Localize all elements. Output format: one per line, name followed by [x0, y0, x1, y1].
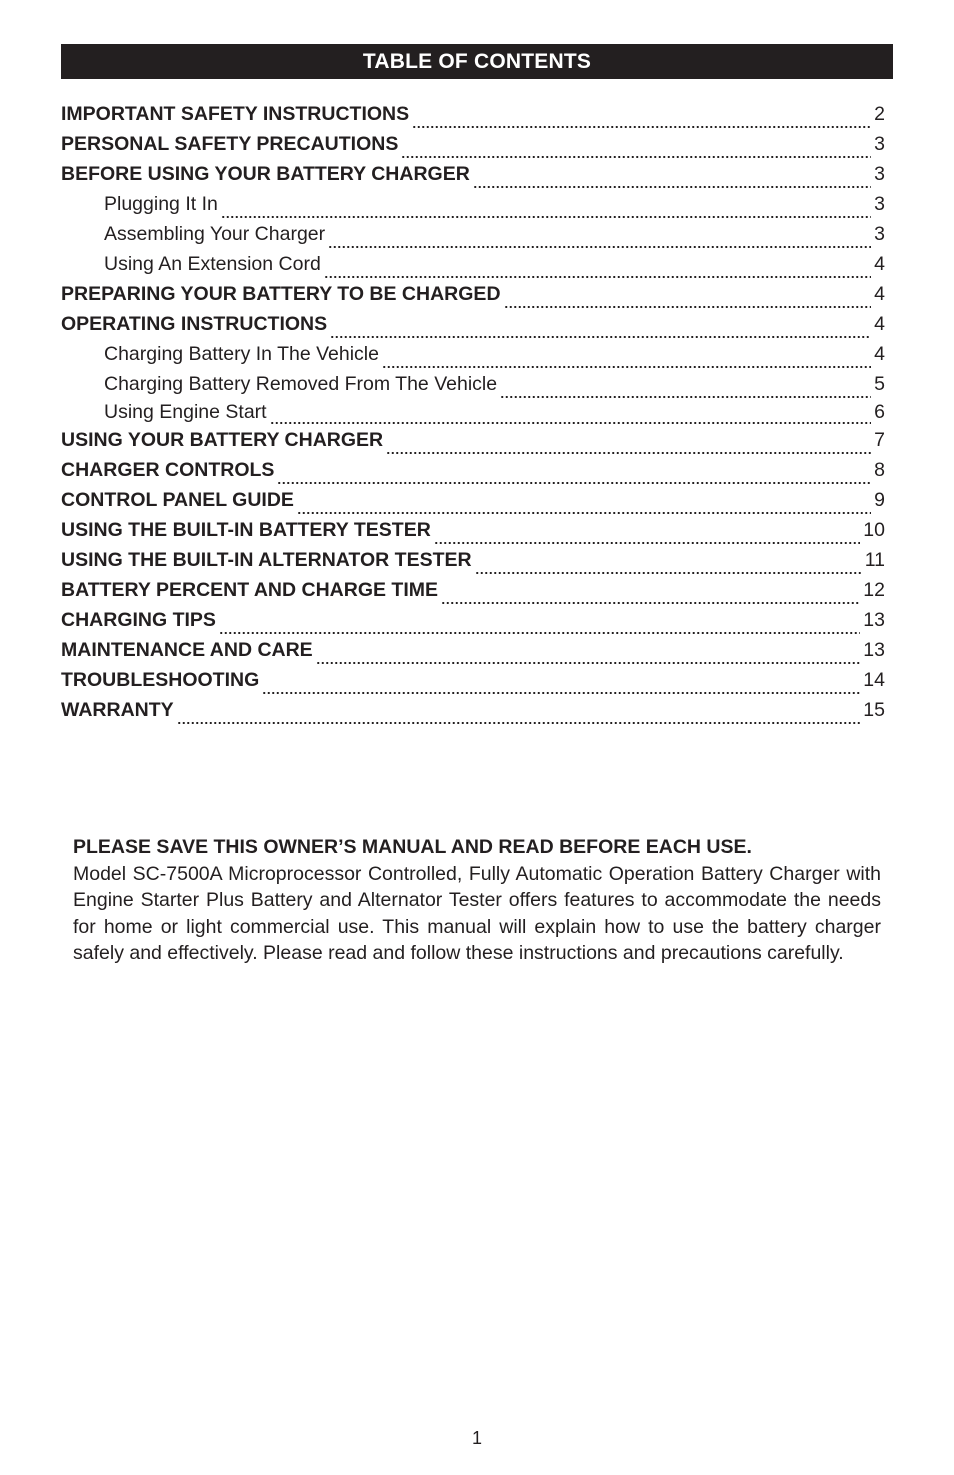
toc-entry[interactable]	[61, 159, 885, 189]
toc-entry[interactable]	[61, 635, 885, 665]
toc-entry-page: 9	[874, 488, 885, 511]
dot-leader	[297, 504, 871, 515]
notice-heading: PLEASE SAVE THIS OWNER’S MANUAL AND READ BEFORE EACH USE.	[73, 836, 752, 858]
toc-subentry[interactable]	[61, 339, 885, 369]
toc-entry-page: 13	[863, 638, 885, 661]
dot-leader	[221, 208, 871, 219]
toc-entry-label: OPERATING INSTRUCTIONS	[61, 312, 328, 335]
dot-leader	[412, 118, 871, 129]
dot-leader	[473, 178, 871, 189]
toc-entry-page: 3	[874, 132, 885, 155]
toc-entry[interactable]	[61, 695, 885, 725]
toc-entry-label: USING THE BUILT-IN ALTERNATOR TESTER	[61, 548, 472, 571]
dot-leader	[324, 268, 871, 279]
toc-entry-label: CHARGER CONTROLS	[61, 458, 275, 481]
owners-manual-notice	[73, 834, 881, 967]
dot-leader	[177, 714, 861, 725]
toc-subentry[interactable]	[61, 219, 885, 249]
toc-entry-label: PREPARING YOUR BATTERY TO BE CHARGED	[61, 282, 501, 305]
dot-leader	[382, 358, 871, 369]
dot-leader	[219, 624, 860, 635]
toc-entry-page: 13	[863, 608, 885, 631]
toc-entry-page: 3	[874, 192, 885, 215]
toc-entry-page: 10	[863, 518, 885, 541]
toc-entry[interactable]	[61, 515, 885, 545]
page-number: 1	[471, 1428, 482, 1448]
toc-title-bar	[61, 44, 893, 79]
toc-entry-label: CHARGING TIPS	[61, 608, 216, 631]
toc-entry-label: Assembling Your Charger	[104, 222, 326, 245]
toc-entry-label: Charging Battery Removed From The Vehicle	[104, 372, 498, 395]
toc-entry[interactable]	[61, 485, 885, 515]
dot-leader	[270, 414, 872, 425]
dot-leader	[277, 474, 871, 485]
toc-entry[interactable]	[61, 425, 885, 455]
toc-entry-page: 12	[863, 578, 885, 601]
toc-entry-label: BATTERY PERCENT AND CHARGE TIME	[61, 578, 439, 601]
toc-entry-page: 2	[874, 102, 885, 125]
toc-entry[interactable]	[61, 665, 885, 695]
toc-entry-page: 6	[874, 400, 885, 423]
toc-entry-label: BEFORE USING YOUR BATTERY CHARGER	[61, 162, 470, 185]
toc-entry-page: 3	[874, 222, 885, 245]
toc-entry-page: 15	[863, 698, 885, 721]
toc-subentry[interactable]	[61, 399, 885, 425]
toc-entry-label: USING THE BUILT-IN BATTERY TESTER	[61, 518, 431, 541]
toc-entry[interactable]	[61, 605, 885, 635]
toc-entry-page: 3	[874, 162, 885, 185]
toc-entry[interactable]	[61, 545, 885, 575]
toc-entry-label: PERSONAL SAFETY PRECAUTIONS	[61, 132, 399, 155]
toc-entry-label: TROUBLESHOOTING	[61, 668, 260, 691]
toc-entry-label: Plugging It In	[104, 192, 218, 215]
dot-leader	[441, 594, 860, 605]
toc-entry[interactable]	[61, 99, 885, 129]
toc-entry-label: USING YOUR BATTERY CHARGER	[61, 428, 384, 451]
toc-subentry[interactable]	[61, 369, 885, 399]
toc-entry-page: 8	[874, 458, 885, 481]
toc-entry[interactable]	[61, 279, 885, 309]
toc-entry-label: Charging Battery In The Vehicle	[104, 342, 379, 365]
toc-entry-page: 4	[874, 312, 885, 335]
toc-list	[61, 99, 885, 725]
toc-entry-label: WARRANTY	[61, 698, 174, 721]
toc-entry-page: 4	[874, 252, 885, 275]
toc-entry-page: 7	[874, 428, 885, 451]
dot-leader	[475, 564, 862, 575]
dot-leader	[434, 534, 861, 545]
toc-title: TABLE OF CONTENTS	[362, 49, 592, 73]
toc-entry-page: 5	[874, 372, 885, 395]
toc-entry[interactable]	[61, 455, 885, 485]
toc-entry[interactable]	[61, 575, 885, 605]
toc-entry[interactable]	[61, 129, 885, 159]
toc-entry-label: Using An Extension Cord	[104, 252, 321, 275]
toc-entry-label: CONTROL PANEL GUIDE	[61, 488, 294, 511]
dot-leader	[504, 298, 872, 309]
toc-entry[interactable]	[61, 309, 885, 339]
dot-leader	[330, 328, 871, 339]
toc-entry-page: 11	[864, 548, 885, 571]
toc-entry-label: Using Engine Start	[104, 400, 267, 423]
toc-entry-page: 4	[874, 282, 885, 305]
toc-subentry[interactable]	[61, 189, 885, 219]
dot-leader	[262, 684, 860, 695]
dot-leader	[401, 148, 871, 159]
dot-leader	[500, 388, 871, 399]
dot-leader	[316, 654, 861, 665]
toc-entry-label: IMPORTANT SAFETY INSTRUCTIONS	[61, 102, 410, 125]
notice-body: Model SC-7500A Microprocessor Controlled, Fully Automatic Operation Battery Charger with Engine Starter Plus Battery and Alternator Tester offers features to accommodate the needs for home or light commercial use. This manual will explain how to use the battery charger safely and effectively. Please read and follow these instructions and precautions carefully.	[73, 862, 881, 964]
toc-entry-label: MAINTENANCE AND CARE	[61, 638, 313, 661]
dot-leader	[328, 238, 871, 249]
toc-entry-page: 14	[863, 668, 885, 691]
toc-subentry[interactable]	[61, 249, 885, 279]
dot-leader	[386, 444, 871, 455]
toc-entry-page: 4	[874, 342, 885, 365]
